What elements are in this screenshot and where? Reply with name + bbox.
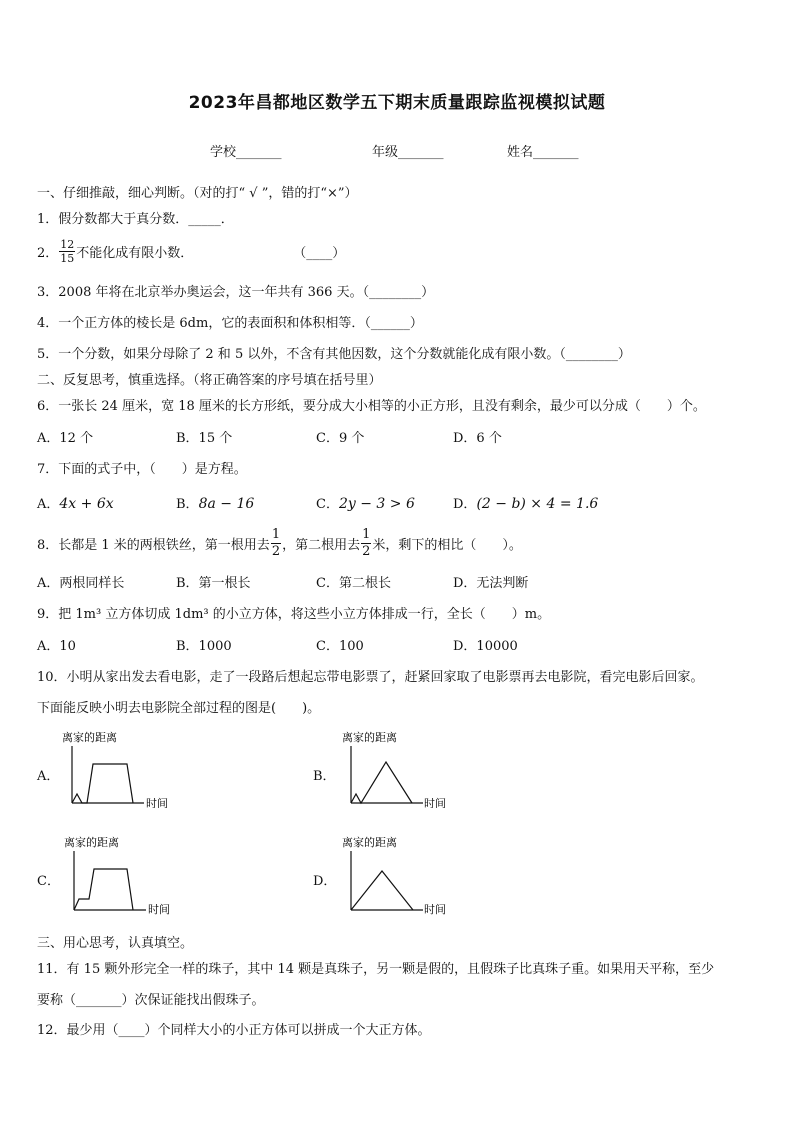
page-title: 2023年昌都地区数学五下期末质量跟踪监视模拟试题 xyxy=(188,93,606,113)
question-8-part-2: ，第二根用去 xyxy=(282,538,361,553)
question-2-blank: （____） xyxy=(293,246,346,261)
fraction-numerator: 12 xyxy=(60,238,75,251)
question-8-option-b: B．第一根长 xyxy=(176,576,251,591)
question-6-option-a: A．12 个 xyxy=(37,431,94,446)
option-expression: (2 − b) × 4 = 1.6 xyxy=(476,496,599,512)
question-2 xyxy=(37,238,345,265)
graph-b-xlabel: 时间 xyxy=(424,797,446,808)
option-expression: 4x + 6x xyxy=(59,496,114,512)
graph-a-ylabel: 离家的距离 xyxy=(62,731,117,744)
question-6: 6．一张长 24 厘米，宽 18 厘米的长方形纸，要分成大小相等的小正方形，且没有剩余，最少可以分成（ ）个。 xyxy=(37,399,706,414)
graph-d-xlabel: 时间 xyxy=(424,903,446,915)
question-12: 12．最少用（____）个同样大小的小正方体可以拼成一个大正方体。 xyxy=(37,1023,431,1038)
question-8-option-c: C．第二根长 xyxy=(316,576,391,591)
school-field: 学校_______ xyxy=(210,145,282,160)
graph-a-svg xyxy=(58,728,188,808)
question-3: 3．2008 年将在北京举办奥运会，这一年共有 366 天。（________） xyxy=(37,285,435,300)
fraction-denominator: 15 xyxy=(60,252,75,265)
graph-d xyxy=(338,833,468,915)
graph-a-xlabel: 时间 xyxy=(146,797,168,808)
question-6-option-d: D．6 个 xyxy=(453,431,502,446)
question-9-option-c: C．100 xyxy=(316,639,364,654)
graph-d-label: D． xyxy=(313,874,337,889)
grade-field: 年级_______ xyxy=(372,145,444,160)
option-expression: 2y − 3 > 6 xyxy=(338,496,415,512)
question-11-line-2: 要称（_______）次保证能找出假珠子。 xyxy=(37,993,265,1008)
question-2-number: 2． xyxy=(37,246,59,261)
graph-c-path xyxy=(74,869,133,910)
section-2-heading: 二、反复思考，慎重选择。（将正确答案的序号填在括号里） xyxy=(37,373,382,388)
question-7-option-a xyxy=(37,493,114,512)
option-label: A． xyxy=(37,497,60,512)
graph-c-xlabel: 时间 xyxy=(148,903,170,915)
question-10-line-1: 10．小明从家出发去看电影，走了一段路后想起忘带电影票了，赶紧回家取了电影票再去电影院，看完电影后回家。 xyxy=(37,670,704,685)
option-label: D． xyxy=(453,497,477,512)
question-7-option-b xyxy=(176,493,254,512)
question-7-option-c xyxy=(316,493,415,512)
graph-a xyxy=(58,728,188,808)
question-2-fraction xyxy=(59,238,75,265)
question-2-text: 不能化成有限小数． xyxy=(76,246,194,261)
graph-c-label: C． xyxy=(37,874,60,889)
option-label: B． xyxy=(176,497,199,512)
question-9-option-b: B．1000 xyxy=(176,639,232,654)
question-5: 5．一个分数，如果分母除了 2 和 5 以外，不含有其他因数，这个分数就能化成有限小数。（________） xyxy=(37,347,631,362)
question-9-option-a: A．10 xyxy=(37,639,76,654)
question-4: 4．一个正方体的棱长是 6dm，它的表面积和体积相等．（______） xyxy=(37,316,423,331)
graph-d-svg xyxy=(338,833,468,915)
graph-c-svg xyxy=(60,833,190,915)
question-7-option-d xyxy=(453,493,598,512)
question-8-part-1: 8．长都是 1 米的两根铁丝，第一根用去 xyxy=(37,538,270,553)
question-8 xyxy=(37,527,522,560)
graph-b-svg xyxy=(338,728,468,808)
question-8-part-3: 米，剩下的相比（ ）。 xyxy=(372,538,522,553)
question-7: 7．下面的式子中，（ ）是方程。 xyxy=(37,462,247,477)
fraction-numerator: 1 xyxy=(362,527,371,542)
graph-c-ylabel: 离家的距离 xyxy=(64,836,119,849)
section-1-heading: 一、仔细推敲，细心判断。（对的打“ √ ”，错的打“×”） xyxy=(37,186,358,201)
graph-a-path xyxy=(72,764,133,803)
fraction-numerator: 1 xyxy=(271,527,281,542)
question-1: 1．假分数都大于真分数．_____． xyxy=(37,212,234,227)
option-label: C． xyxy=(316,497,339,512)
graph-a-label: A． xyxy=(37,769,60,784)
question-6-option-c: C．9 个 xyxy=(316,431,365,446)
fraction-denominator: 2 xyxy=(271,544,281,559)
question-9-option-d: D．10000 xyxy=(453,639,518,654)
graph-c xyxy=(60,833,190,915)
graph-b-label: B． xyxy=(313,769,336,784)
graph-d-path xyxy=(351,871,413,910)
question-11-line-1: 11．有 15 颗外形完全一样的珠子，其中 14 颗是真珠子，另一颗是假的，且假珠子比真珠子重。如果用天平称，至少 xyxy=(37,962,715,977)
name-field: 姓名_______ xyxy=(507,145,579,160)
fraction-one-half-2 xyxy=(361,527,371,560)
fraction-denominator: 2 xyxy=(362,544,371,559)
graph-b-path xyxy=(351,762,412,803)
fraction-one-half-1 xyxy=(271,527,281,560)
question-8-option-a: A．两根同样长 xyxy=(37,576,125,591)
question-10-line-2: 下面能反映小明去电影院全部过程的图是( )。 xyxy=(37,701,321,716)
graph-b xyxy=(338,728,468,808)
graph-d-ylabel: 离家的距离 xyxy=(342,836,397,849)
option-expression: 8a − 16 xyxy=(198,496,255,512)
section-3-heading: 三、用心思考，认真填空。 xyxy=(37,936,194,951)
question-6-option-b: B．15 个 xyxy=(176,431,233,446)
question-8-option-d: D．无法判断 xyxy=(453,576,529,591)
question-9: 9．把 1m³ 立方体切成 1dm³ 的小立方体，将这些小立方体排成一行，全长（ ）m。 xyxy=(37,607,551,622)
graph-b-ylabel: 离家的距离 xyxy=(342,731,397,744)
